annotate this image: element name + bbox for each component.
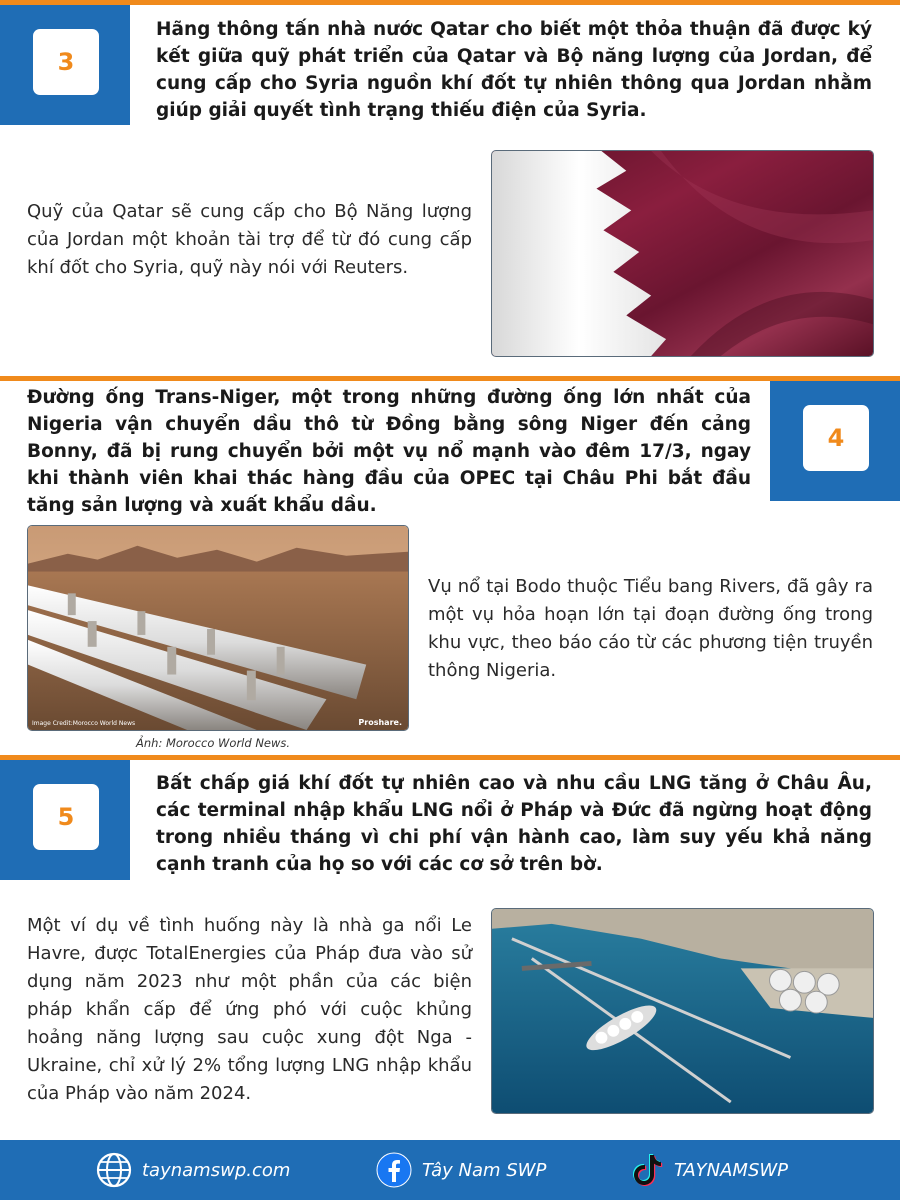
section-5-number-block	[0, 760, 130, 880]
pipeline-image	[27, 525, 409, 731]
facebook-icon	[376, 1152, 412, 1188]
image-credit: Image Credit:Morocco World News	[32, 720, 136, 727]
section-4-body: Vụ nổ tại Bodo thuộc Tiểu bang Rivers, đã gây ra một vụ hỏa hoạn lớn tại đoạn đường ống trong khu vực, theo báo cáo từ các phương tiện truyền thông Nigeria.	[428, 576, 873, 681]
divider-section-4	[0, 376, 900, 381]
section-4-number-block	[770, 381, 900, 501]
footer-facebook-link[interactable]	[376, 1152, 546, 1188]
section-5-headline: Bất chấp giá khí đốt tự nhiên cao và nhu cầu LNG tăng ở Châu Âu, các terminal nhập khẩu LNG nổi ở Pháp và Đức đã ngừng hoạt động trong nhiều tháng vì chi phí vận hành cao, làm suy yếu khả năng cạnh tranh của họ so với các cơ sở trên bờ.	[156, 773, 872, 875]
section-4-caption: Ảnh: Morocco World News.	[136, 736, 291, 750]
tiktok-icon	[632, 1152, 664, 1188]
footer-facebook: Tây Nam SWP	[422, 1159, 547, 1181]
globe-icon	[96, 1152, 132, 1188]
divider-section-5	[0, 755, 900, 760]
section-4-number: 4	[803, 405, 869, 471]
footer-tiktok-link[interactable]	[632, 1152, 788, 1188]
section-3-body: Quỹ của Qatar sẽ cung cấp cho Bộ Năng lượng của Jordan một khoản tài trợ để từ đó cung cấp khí đốt cho Syria, quỹ này nói với Reuters.	[27, 201, 472, 278]
footer-website: taynamswp.com	[142, 1159, 291, 1181]
section-3-headline: Hãng thông tấn nhà nước Qatar cho biết một thỏa thuận đã được ký kết giữa quỹ phát triển của Qatar và Bộ năng lượng của Jordan, để cung cấp cho Syria nguồn khí đốt tự nhiên thông qua Jordan nhằm giúp giải quyết tình trạng thiếu điện của Syria.	[156, 19, 872, 121]
footer	[0, 1140, 900, 1200]
lng-terminal-image	[491, 908, 874, 1114]
divider-top	[0, 0, 900, 5]
qatar-flag-image	[491, 150, 874, 357]
section-4-headline: Đường ống Trans-Niger, một trong những đường ống lớn nhất của Nigeria vận chuyển dầu thô từ Đồng bằng sông Niger đến cảng Bonny, đã bị rung chuyển bởi một vụ nổ mạnh vào đêm 17/3, ngay khi thành viên khai thác hàng đầu của OPEC tại Châu Phi bắt đầu tăng sản lượng và xuất khẩu dầu.	[27, 387, 751, 516]
section-5-body: Một ví dụ về tình huống này là nhà ga nổi Le Havre, được TotalEnergies của Pháp đưa vào sử dụng năm 2023 như một phần của các biện pháp khẩn cấp để ứng phó với cuộc khủng hoảng năng lượng sau cuộc xung đột Nga - Ukraine, chỉ xử lý 2% tổng lượng LNG nhập khẩu của Pháp vào năm 2024.	[27, 915, 472, 1104]
section-5-number: 5	[33, 784, 99, 850]
section-3-number-block	[0, 5, 130, 125]
footer-website-link[interactable]	[96, 1152, 290, 1188]
section-3-number: 3	[33, 29, 99, 95]
image-brand: Proshare.	[358, 718, 402, 727]
footer-tiktok: TAYNAMSWP	[674, 1159, 789, 1181]
